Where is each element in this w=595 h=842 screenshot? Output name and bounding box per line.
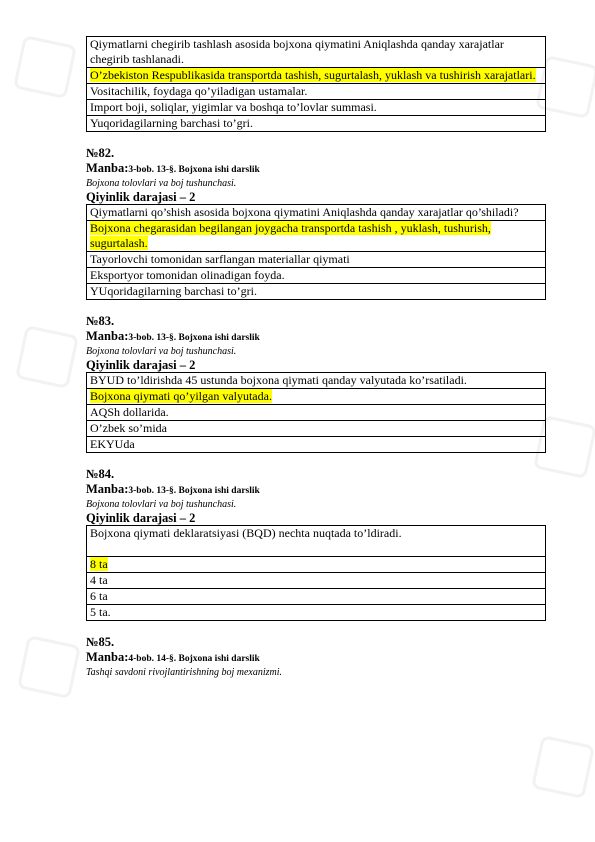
answer-cell: Tayorlovchi tomonidan sarflangan materiallar qiymati [87, 252, 546, 268]
question-table [86, 525, 546, 621]
book-title: Bojxona tolovlari va boj tushunchasi. [86, 346, 237, 357]
answer-cell: 4 ta [87, 573, 546, 589]
difficulty-level: Qiyinlik darajasi – 2 [86, 190, 196, 204]
source-line [86, 482, 546, 498]
watermark-shape [15, 325, 79, 389]
answer-cell: YUqoridagilarning barchasi to’gri. [87, 284, 546, 300]
correct-answer-highlight: Bojxona qiymati qo’yilgan valyutada. [90, 389, 272, 403]
source-ref: 3-bob. 13-§. Bojxona ishi darslik [128, 333, 260, 343]
question-85-section [86, 635, 546, 679]
question-cell: Bojxona qiymati deklaratsiyasi (BQD) nechta nuqtada to’ldiradi. [87, 526, 546, 557]
question-number: №84. [86, 467, 115, 481]
answer-cell: Import boji, soliqlar, yigimlar va boshqa to’lovlar summasi. [87, 100, 546, 116]
document-page [86, 36, 546, 679]
answer-cell-correct [87, 557, 546, 573]
source-ref: 4-bob. 14-§. Bojxona ishi darslik [128, 654, 260, 664]
question-83-section [86, 314, 546, 453]
difficulty-level: Qiyinlik darajasi – 2 [86, 358, 196, 372]
question-table [86, 204, 546, 300]
answer-cell: 5 ta. [87, 605, 546, 621]
source-line [86, 329, 546, 345]
correct-answer-highlight: 8 ta [90, 557, 108, 571]
book-title: Bojxona tolovlari va boj tushunchasi. [86, 178, 237, 189]
source-ref: 3-bob. 13-§. Bojxona ishi darslik [128, 486, 260, 496]
answer-cell: EKYUda [87, 437, 546, 453]
question-cell: Qiymatlarni qo’shish asosida bojxona qiymatini Aniqlashda qanday xarajatlar qo’shiladi? [87, 205, 546, 221]
question-number: №85. [86, 635, 115, 649]
watermark-shape [17, 635, 81, 699]
correct-answer-highlight: O’zbekiston Respublikasida transportda tashish, sugurtalash, yuklash va tushirish xarajatlari. [90, 68, 536, 82]
answer-cell: Yuqoridagilarning barchasi to’gri. [87, 116, 546, 132]
difficulty-level: Qiyinlik darajasi – 2 [86, 511, 196, 525]
question-number: №83. [86, 314, 115, 328]
source-line [86, 650, 546, 666]
answer-cell: Eksportyor tomonidan olinadigan foyda. [87, 268, 546, 284]
source-line [86, 161, 546, 177]
answer-cell-correct [87, 221, 546, 252]
question-number: №82. [86, 146, 115, 160]
answer-cell: O’zbek so’mida [87, 421, 546, 437]
correct-answer-highlight: Bojxona chegarasidan begilangan joygacha transportda tashish , yuklash, tushurish, sugurtalash. [90, 221, 491, 250]
answer-cell-correct [87, 389, 546, 405]
book-title: Tashqi savdoni rivojlantirishning boj mexanizmi. [86, 667, 283, 678]
book-title: Bojxona tolovlari va boj tushunchasi. [86, 499, 237, 510]
watermark-shape [13, 35, 77, 99]
question-82-section [86, 146, 546, 300]
question-table [86, 372, 546, 453]
source-label: Manba: [86, 650, 129, 664]
source-label: Manba: [86, 161, 129, 175]
answer-cell: Vositachilik, foydaga qo’yiladigan ustamalar. [87, 84, 546, 100]
question-table-top [86, 36, 546, 132]
answer-cell-correct [87, 68, 546, 84]
question-cell: BYUD to’ldirishda 45 ustunda bojxona qiymati qanday valyutada ko’rsatiladi. [87, 373, 546, 389]
watermark-shape [531, 735, 595, 799]
question-cell: Qiymatlarni chegirib tashlash asosida bojxona qiymatini Aniqlashda qanday xarajatlar chegirib tashlanadi. [87, 37, 546, 68]
source-ref: 3-bob. 13-§. Bojxona ishi darslik [128, 165, 260, 175]
answer-cell: AQSh dollarida. [87, 405, 546, 421]
source-label: Manba: [86, 329, 129, 343]
source-label: Manba: [86, 482, 129, 496]
question-84-section [86, 467, 546, 621]
answer-cell: 6 ta [87, 589, 546, 605]
